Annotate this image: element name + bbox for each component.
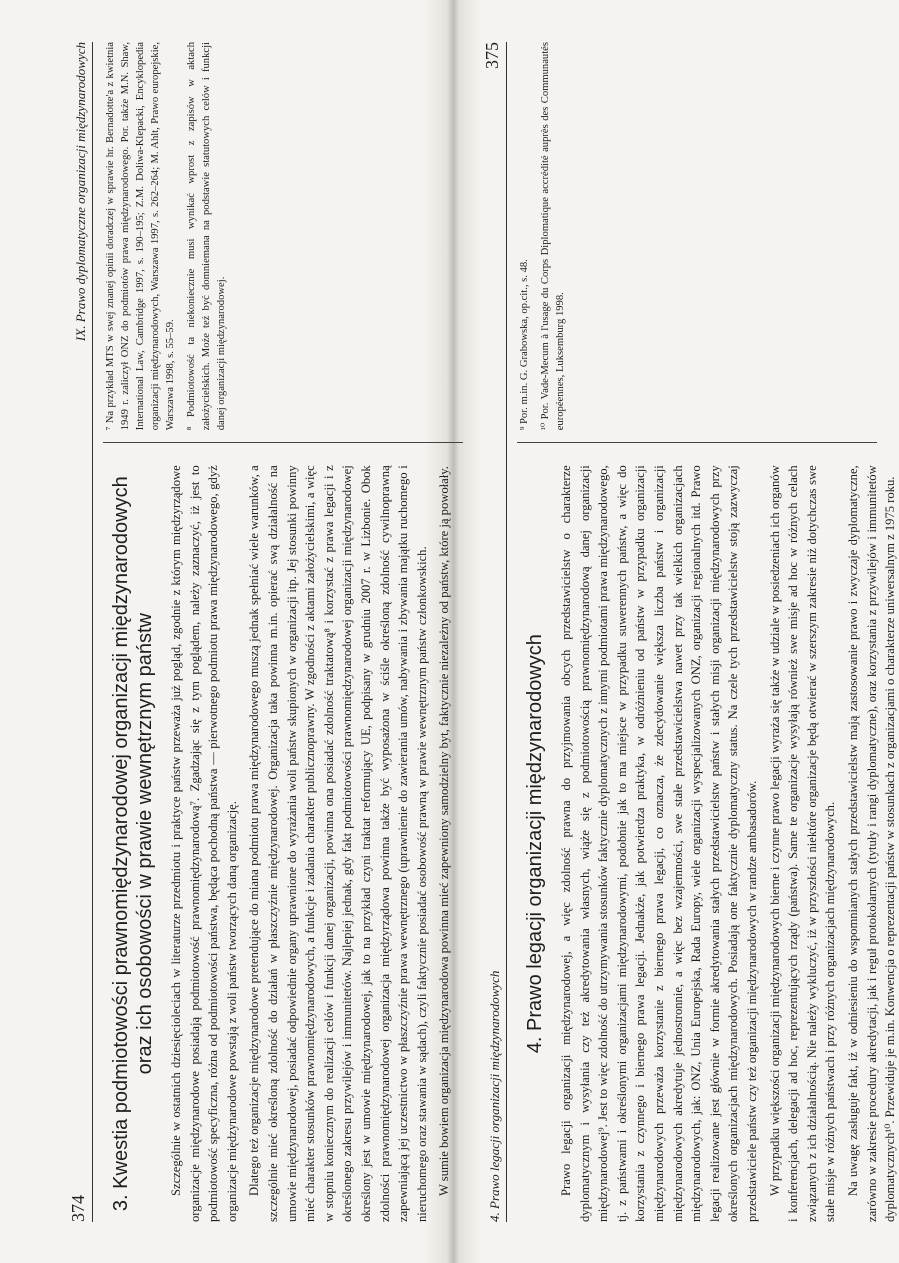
paragraph: W przypadku większości organizacji międzynarodowych bierne i czynne prawo legacji wyraża się także w udziale w posiedzeniach ich organów i konferencjach, delegacji ad hoc, reprezentujących rządy (państwa). Same te organizacje wysyłają również swe misje ad hoc w różnych celach związanych z ich działalnością. Nie należy wykluczyć, iż w przyszłości niektóre organizacje będą otwierać w szerszym zakresie niż dotychczas swe stałe misje w różnych państwach i przy różnych organizacjach międzynarodowych. [767, 465, 838, 1222]
running-header [482, 42, 507, 1222]
page-number: 374 [68, 1195, 88, 1222]
section-heading: 4. Prawo legacji organizacji międzynarodowych [524, 634, 546, 1054]
running-head: 4. Prawo legacji organizacji międzynarodowych [487, 970, 502, 1222]
page-number: 375 [482, 42, 502, 69]
paragraph: Na uwagę zasługuje fakt, iż w odniesieniu do wspomnianych stałych przedstawicielstw mają zastosowanie prawo i zwyczaje dyplomatyczne, zarówno w zakresie procedury akredytacji, jak i reguł protokolarnych (tytuły i rangi dyplomatyczne), oraz korzystania z przywilejów i immunitetów dyplomatycznych¹⁰. Przewiduje je m.in. Konwencja o reprezentacji państw w stosunkach z organizacjami o charakterze uniwersalnym z 1975 roku. [845, 465, 898, 1222]
right-page [482, 42, 898, 1222]
footnote: ⁹ Por. m.in. G. Grabowska, op.cit., s. 48. [519, 259, 530, 431]
footnote: ⁸ Podmiotowość ta niekoniecznie musi wynikać wprost z zapisów w aktach założycielskich. Może też być domniemana na podstawie statutowych celów i funkcji danej organizacji międzynarodowej. [186, 42, 227, 431]
left-page [68, 42, 463, 1222]
footnote: ¹⁰ Por. Vade-Mecum à l'usage du Corps Diplomatique accrédité auprès des Communautés européennes, Luksemburg 1998. [540, 42, 566, 431]
paragraph: Prawo legacji organizacji międzynarodowej, a więc zdolność prawna do przyjmowania obcych przedstawicielstw o charakterze dyplomatycznym i wysyłania czy też akredytowania własnych, wiąże się z podmiotowością prawnomiędzynarodową danej organizacji międzynarodowej⁹. Jest to więc zdolność do utrzymywania stosunków faktycznie dyplomatycznych z innymi podmiotami prawa międzynarodowego, tj. z państwami i określonymi organizacjami międzynarodowymi, podobnie jak to ma miejsce w przypadku suwerennych państw, a więc do korzystania z czynnego i biernego prawa legacji. Jednakże, jak potwierdza praktyka, w odróżnieniu od państw w przypadku organizacji międzynarodowych przeważa korzystanie z biernego prawa legacji, co oznacza, że zdecydowanie większa liczba państw i organizacji międzynarodowych akredytuje jednostronnie, a więc bez wzajemności, swe stałe przedstawicielstwa nawet przy tak wielkich organizacjach międzynarodowych, jak: ONZ, Unia Europejska, Rada Europy, wiele organizacji wyspecjalizowanych ONZ, organizacji regionalnych itd. Prawo legacji realizowane jest głównie w formie akredytowania stałych przedstawicielstw państw i stałych misji organizacji międzynarodowych przy określonych organizacjach międzynarodowych. Posiadają one faktycznie dyplomatyczny status. Na czele tych przedstawicielstw stoją zazwyczaj przedstawiciele państw czy też organizacji międzynarodowych w randze ambasadorów. [559, 465, 759, 1222]
section-heading: 3. Kwestia podmiotowości prawnomiędzynarodowej organizacji międzynarodowych oraz ich osobowości w prawie wewnętrznym państw [110, 476, 156, 1212]
paragraph: Szczególnie w ostatnich dziesięcioleciach w literaturze przedmiotu i praktyce państw przeważa już pogląd, zgodnie z którym międzyrządowe organizacje międzynarodowe posiadają podmiotowość prawnomiędzynarodową⁷. Zgadzając się z tym poglądem, należy zaznaczyć, iż jest to podmiotowość specyficzna, różna od podmiotowości państwa, będąca pochodną państwa — pierwotnego podmiotu prawa międzynarodowego, gdyż organizacje międzynarodowe powstają z woli państw tworzących daną organizację. [169, 465, 239, 1222]
main-text [517, 443, 898, 1222]
main-text [103, 443, 463, 1222]
paragraph: W sumie bowiem organizacja międzynarodowa powinna mieć zapewniony samodzielny byt, faktycznie niezależny od państw, które ją powołały. [437, 466, 452, 1196]
footnotes [517, 42, 877, 443]
footnotes [103, 42, 463, 443]
running-header [68, 42, 93, 1222]
running-head: IX. Prawo dyplomatyczne organizacji międzynarodowych [73, 42, 88, 342]
footnote: ⁷ Na przykład MTS w swej znanej opinii doradczej w sprawie hr. Bernadotte'a z kwietnia 1949 r. zaliczył ONZ do podmiotów prawa międzynarodowego. Por. także M.N. Shaw, International Law, Cambridge 1997, s. 190–195; Z.M. Doliwa-Klepacki, Encyklopedia organizacji międzynarodowych, Warszawa 1997, s. 262–264; M. Ahlt, Prawo europejskie, Warszawa 1998, s. 55–59. [105, 42, 176, 431]
paragraph: Dlatego też organizacje międzynarodowe pretendujące do miana podmiotu prawa międzynarodowego muszą jednak spełniać wiele warunków, a szczególnie mieć określoną zdolność do działań w płaszczyźnie międzynarodowej. Organizacja taka powinna m.in. opierać swą działalność na umowie międzynarodowej, posiadać odpowiednie organy uprawnione do wyrażania woli państw skupionych w organizacji itp. Jej stosunki powinny mieć charakter stosunków prawnomiędzynarodowych, a funkcje i zadania charakter publicznoprawny. W zgodności z aktami założycielskimi, a więc w stopniu koniecznym do realizacji celów i funkcji danej organizacji, powinna ona posiadać zdolność traktatową⁸ i korzystać z prawa legacji i z określonego zakresu przywilejów i immunitetów. Najlepiej jednak, gdy fakt podmiotowości prawnomiędzynarodowej organizacji międzynarodowej określony jest w umowie międzynarodowej, jak to na przykład czyni traktat reformujący UE, podpisany w grudniu 2007 r. w Lizbonie. Obok zdolności prawnomiędzynarodowej organizacja międzyrządowa powinna także być wyposażona w ściśle określoną zdolność cywilnoprawną zapewniającą jej uczestnictwo w płaszczyźnie prawa wewnętrznego (uprawnienie do zawierania umów, nabywania i zbywania majątku ruchomego i nieruchomego oraz stawania w sądach), czyli faktycznie posiadać osobowość prawną w prawie wewnętrznym państw członkowskich. [247, 465, 429, 1222]
